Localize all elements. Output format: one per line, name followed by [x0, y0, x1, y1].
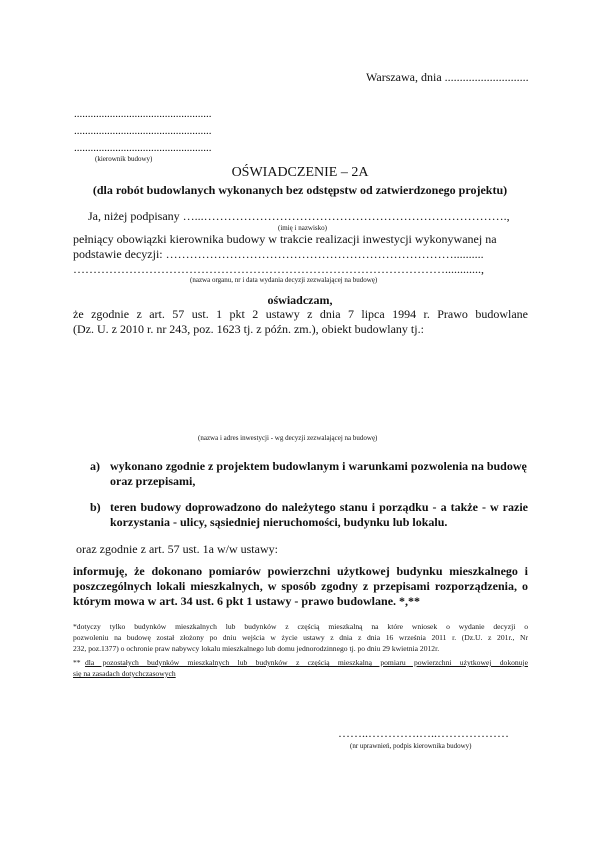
item-b-marker: b): [90, 500, 101, 514]
law-line-1: że zgodnie z art. 57 ust. 1 pkt 2 ustawy z dnia 7 lipca 1994 r. Prawo budowlane: [73, 307, 528, 321]
law-line-2: (Dz. U. z 2010 r. nr 243, poz. 1623 tj. z późn. zm.), obiekt budowlany tj.:: [73, 322, 424, 336]
item-a-line-2: oraz przepisami,: [110, 474, 196, 488]
investment-caption: (nazwa i adres inwestycji - wg decyzji zezwalającej na budowę): [198, 434, 378, 442]
footnote-1-line-1: *dotyczy tylko budynków mieszkalnych lub budynków z częścią mieszkalną na które wniosek o wydanie decyzji o: [73, 622, 528, 631]
manager-line-3: ..................................................: [74, 142, 212, 154]
decision-caption: (nazwa organu, nr i data wydania decyzji zezwalającej na budowę): [190, 276, 378, 284]
signatory-caption: (imię i nazwisko): [278, 224, 327, 232]
footnote-2-line-2: się na zasadach dotychczasowych: [73, 669, 176, 678]
additional-line-3: którym mowa w art. 34 ust. 6 pkt 1 ustawy - prawo budowlane. *,**: [73, 594, 421, 608]
manager-line-2: ..................................................: [74, 125, 212, 137]
additional-line-2: poszczególnych lokali mieszkalnych, w sposób zgodny z przepisami rozporządzenia, o: [73, 579, 528, 593]
manager-caption: (kierownik budowy): [95, 155, 153, 163]
item-a-marker: a): [90, 459, 100, 473]
footnote-2-marker: **: [73, 658, 81, 667]
item-b-line-1: teren budowy doprowadzono do należytego stanu i porządku - a także - w razie: [110, 500, 528, 514]
signature-caption: (nr uprawnień, podpis kierownika budowy): [350, 742, 472, 750]
document-subtitle: (dla robót budowlanych wykonanych bez odstępstw od zatwierdzonego projektu): [92, 183, 508, 197]
signature-line: ……..………….…..………………: [338, 726, 509, 740]
role-line-1: pełniący obowiązki kierownika budowy w trakcie realizacji inwestycji wykonywanej na: [73, 232, 497, 246]
footnote-1-line-2: pozwoleniu na budowę został złożony po dniu wejścia w życie ustawy z dnia z dnia 16 września 2011 r. (Dz.U. z 201r., Nr: [73, 633, 528, 642]
signatory-line: Ja, niżej podpisany …...………………………………………………………………….,: [88, 209, 510, 223]
declare-heading: oświadczam,: [267, 293, 333, 307]
additional-line-1: informuję, że dokonano pomiarów powierzchni użytkowej budynku mieszkalnego i: [73, 564, 528, 578]
item-a-line-1: wykonano zgodnie z projektem budowlanym i warunkami pozwolenia na budowę: [110, 459, 527, 473]
item-b-line-2: korzystania - ulicy, sąsiedniej nieruchomości, budynku lub lokalu.: [110, 515, 448, 529]
manager-line-1: ..................................................: [74, 108, 212, 120]
additional-intro: oraz zgodnie z art. 57 ust. 1a w/w ustawy:: [76, 542, 278, 556]
document-title: OŚWIADCZENIE – 2A: [231, 165, 369, 180]
footnote-1-line-3: 232, poz.1377) o ochronie praw nabywcy lokalu mieszkalnego lub domu jednorodzinnego tj. po dniu 29 kwietnia 2012r.: [73, 644, 440, 653]
role-line-3: …………………………………………………………………………………............,: [73, 262, 484, 276]
role-line-2: podstawie decyzji: ………………………………………………………………..........: [73, 247, 484, 261]
place-date: Warszawa, dnia ............................: [366, 70, 529, 84]
footnote-2-line-1: dla pozostałych budynków mieszkalnych lub budynków z częścią mieszkalną pomiaru powierzchni użytkowej dokonuje: [85, 658, 528, 667]
